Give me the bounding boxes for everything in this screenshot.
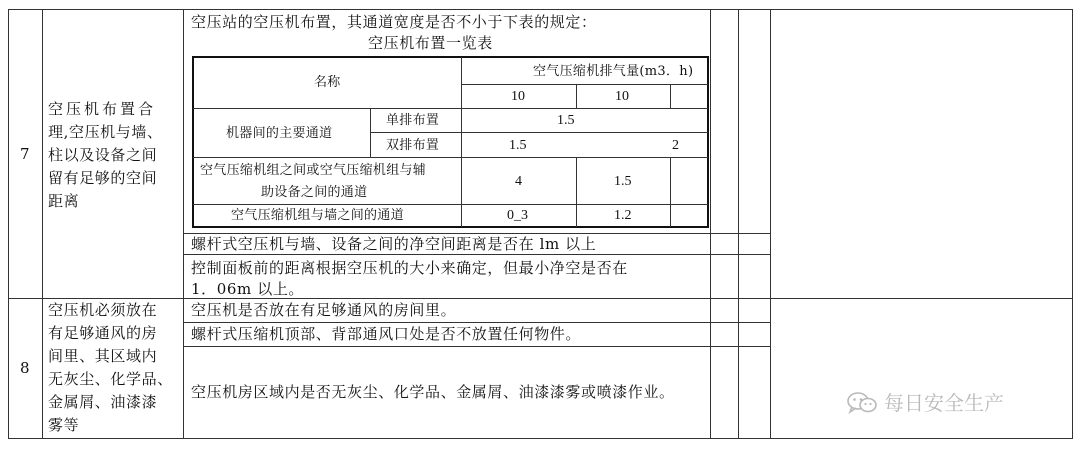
- inner-vline-col3-bottom: [670, 157, 671, 227]
- row8-item-line-2: 有足够通风的房: [48, 324, 158, 342]
- row7-item-line-2: 理,空压机与墙、: [48, 123, 163, 141]
- inner-vline-col2-top: [576, 84, 577, 108]
- inner-subheader-1: 10: [511, 89, 525, 104]
- row8-item-line-4: 无灰尘、化学品、: [48, 370, 173, 388]
- table-bottom-border: [8, 438, 1073, 439]
- inner-table-top: [192, 56, 709, 58]
- table-col-divider-5: [770, 9, 771, 439]
- inner-single-label: 单排布置: [386, 113, 440, 128]
- inner-subheader-2: 10: [615, 89, 629, 104]
- inner-vline-col2-bottom: [576, 157, 577, 227]
- inner-aux-label-line-1: 空气压缩机组之间或空气压缩机组与辅: [200, 163, 427, 178]
- inner-aux-value-1: 4: [515, 174, 522, 189]
- row8-item-line-6: 雾等: [48, 416, 80, 434]
- inner-wall-value-1: 0_3: [507, 208, 528, 223]
- row8-item-line-3: 间里、其区域内: [48, 347, 158, 365]
- row7-item-line-3: 柱以及设备之间: [48, 146, 158, 164]
- inner-hline-2: [193, 108, 708, 109]
- inner-main-passage-label: 机器间的主要通道: [226, 126, 333, 141]
- inner-double-label: 双排布置: [386, 138, 440, 153]
- row8-check-divider-2: [183, 346, 771, 347]
- inner-header-exhaust: 空气压缩机排气量(m3．h): [533, 64, 694, 79]
- row8-check2-text: 螺杆式压缩机顶部、背部通风口处是否不放置任何物件。: [191, 325, 582, 343]
- inner-double-value-1: 1.5: [509, 138, 527, 153]
- inner-vline-sublabel: [370, 108, 371, 157]
- row7-item-line-1: 空压机布置合: [48, 100, 157, 118]
- row7-number: 7: [20, 145, 31, 163]
- row7-check-divider-2: [183, 254, 771, 255]
- table-col-divider-4: [738, 9, 739, 439]
- row8-check-divider-1: [183, 322, 771, 323]
- inner-table-title: 空压机布置一览表: [368, 34, 493, 52]
- inner-double-value-2: 2: [672, 138, 679, 153]
- inner-vline-label: [461, 57, 462, 227]
- inner-vline-col3-top: [670, 84, 671, 108]
- row7-check3-line-1: 控制面板前的距离根据空压机的大小来确定，但最小净空是否在: [191, 259, 628, 277]
- watermark-text: 每日安全生产: [884, 391, 1004, 415]
- row7-item-line-4: 留有足够的空间: [48, 169, 158, 187]
- table-left-border: [8, 9, 9, 439]
- inner-header-name: 名称: [314, 75, 341, 90]
- wechat-icon: [846, 390, 880, 416]
- table-right-border: [1072, 9, 1073, 439]
- inner-hline-5: [193, 204, 708, 205]
- inner-wall-label: 空气压缩机组与墙之间的通道: [231, 208, 404, 223]
- inner-hline-4: [193, 157, 708, 158]
- row7-check1-intro: 空压站的空压机布置，其通道宽度是否不小于下表的规定：: [191, 13, 597, 31]
- table-col-divider-2: [183, 9, 184, 439]
- table-col-divider-1: [42, 9, 43, 439]
- inner-aux-value-2: 1.5: [614, 174, 632, 189]
- row8-item-line-5: 金属屑、油漆漆: [48, 393, 158, 411]
- row7-check-divider-1: [183, 233, 771, 234]
- row8-number: 8: [20, 359, 31, 377]
- inner-table-right: [707, 56, 709, 228]
- row7-check2-text: 螺杆式空压机与墙、设备之间的净空间距离是否在 lm 以上: [191, 235, 597, 253]
- inner-wall-value-2: 1.2: [614, 208, 632, 223]
- row7-item-line-5: 距离: [48, 192, 80, 210]
- inner-aux-label-line-2: 助设备之间的通道: [261, 185, 368, 200]
- table-col-divider-3: [710, 9, 711, 439]
- row8-check1-text: 空压机是否放在有足够通风的房间里。: [191, 301, 457, 319]
- row8-item-line-1: 空压机必须放在: [48, 301, 158, 319]
- inner-table-bottom: [192, 226, 709, 228]
- inner-single-value: 1.5: [557, 113, 575, 128]
- row-separator: [8, 298, 1073, 299]
- table-top-border: [8, 9, 1073, 10]
- row8-check3-text: 空压机房区域内是否无灰尘、化学品、金属屑、油漆漆雾或喷漆作业。: [191, 383, 675, 401]
- row7-check3-line-2: 1．06m 以上。: [191, 280, 305, 298]
- inner-hline-3: [370, 132, 708, 133]
- inner-table-left: [192, 56, 194, 228]
